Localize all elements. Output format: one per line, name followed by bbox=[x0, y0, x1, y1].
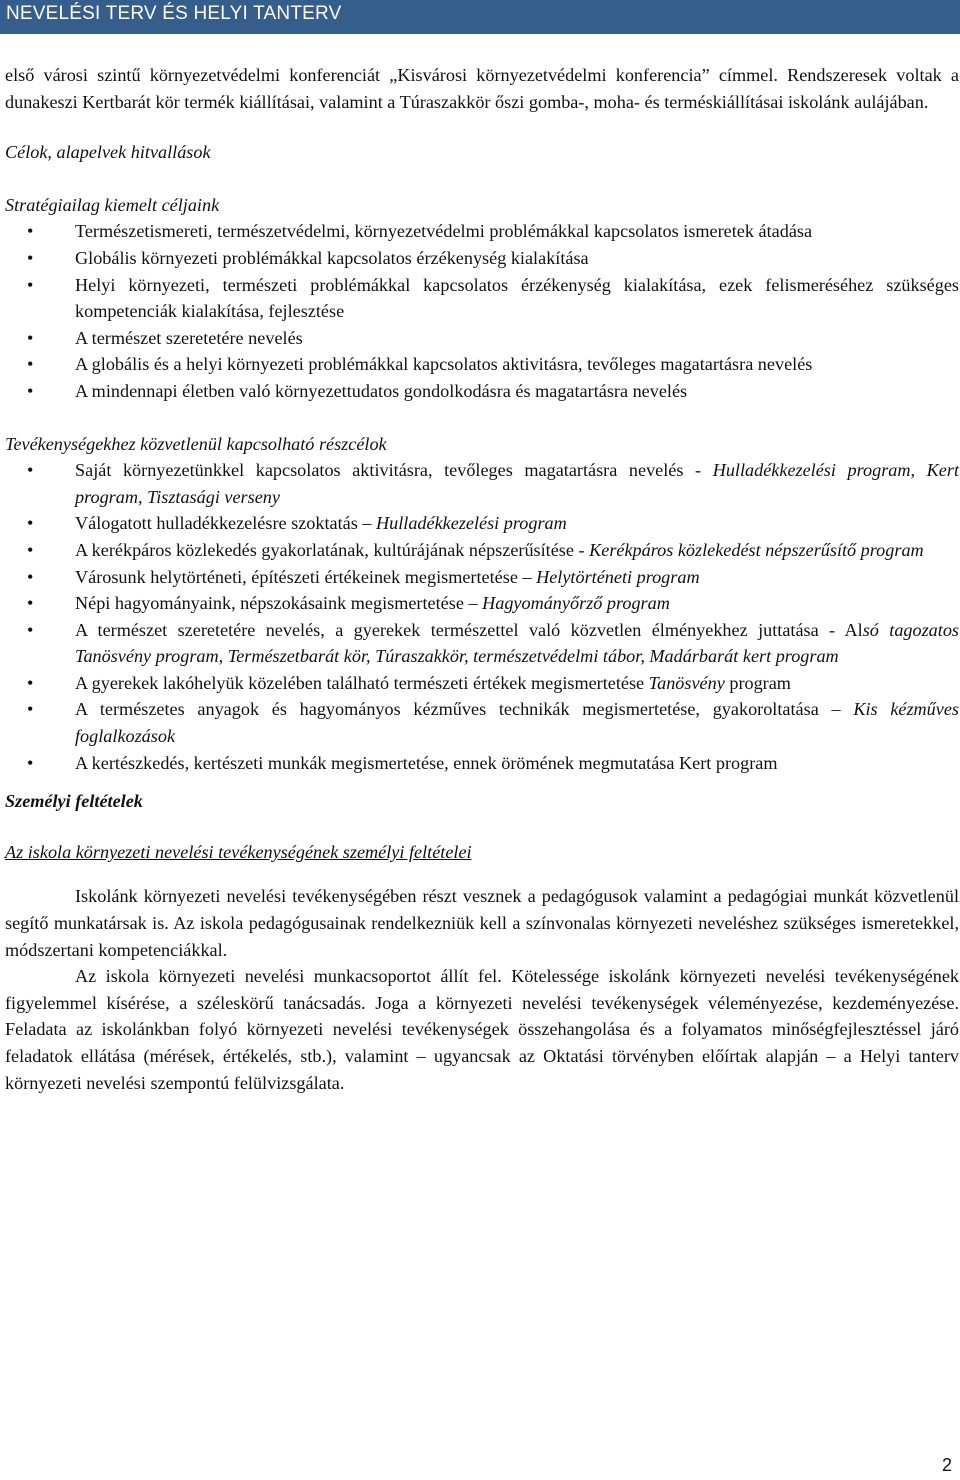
section-heading-szemelyi: Személyi feltételek bbox=[5, 791, 143, 812]
list-item: • A gyerekek lakóhelyük közelében található természeti értékek megismertetése Tanösvény program bbox=[5, 670, 959, 697]
list-item: • A globális és a helyi környezeti problémákkal kapcsolatos aktivitásra, tevőleges magatartásra nevelés bbox=[5, 351, 959, 378]
list-item: • Népi hagyományaink, népszokásaink megismertetése – Hagyományőrző program bbox=[5, 590, 959, 617]
strategic-goals-list bbox=[5, 218, 959, 404]
list-item: • A természetes anyagok és hagyományos kézműves technikák megismertetése, gyakoroltatása – Kis kézműves foglalkozások bbox=[5, 696, 959, 749]
document-header bbox=[0, 0, 960, 34]
intro-paragraph: első városi szintű környezetvédelmi konferenciát „Kisvárosi környezetvédelmi konferencia” címmel. Rendszeresek voltak a dunakeszi Kertbarát kör termék kiállításai, valamint a Túraszakkör őszi gomba-, moha- és terméskiállításai iskolánk aulájában. bbox=[5, 65, 959, 112]
body-paragraph: Iskolánk környezeti nevelési tevékenységében részt vesznek a pedagógusok valamint a pedagógiai munkát közvetlenül segítő munkatársak is. Az iskola pedagógusainak rendelkezniük kell a színvonalas környezeti neveléshez szükséges ismeretekkel, módszertani kompetenciákkal. bbox=[5, 886, 959, 960]
list-item: • A mindennapi életben való környezettudatos gondolkodásra és magatartásra nevelés bbox=[5, 378, 959, 405]
list-item: • Természetismereti, természetvédelmi, környezetvédelmi problémákkal kapcsolatos ismeretek átadása bbox=[5, 218, 959, 245]
subheading-strategic-goals: Stratégiailag kiemelt céljaink bbox=[5, 194, 220, 215]
page-number: 2 bbox=[941, 1455, 952, 1475]
subheading-activity-goals: Tevékenységekhez közvetlenül kapcsolható részcélok bbox=[5, 433, 387, 454]
list-item: • A természet szeretetére nevelés bbox=[5, 325, 959, 352]
list-item: • Saját környezetünkkel kapcsolatos aktivitásra, tevőleges magatartásra nevelés - Hulladékkezelési program, Kert program, Tisztasági verseny bbox=[5, 457, 959, 510]
list-item: • A természet szeretetére nevelés, a gyerekek természettel való közvetlen élményekhez juttatása - Alsó tagozatos Tanösvény program, Természetbarát kör, Túraszakkör, természetvédelmi tábor, Madárbarát kert program bbox=[5, 617, 959, 670]
document-title: NEVELÉSI TERV ÉS HELYI TANTERV bbox=[6, 3, 342, 24]
section-heading-celok: Célok, alapelvek hitvallások bbox=[5, 142, 211, 163]
subheading-school-conditions: Az iskola környezeti nevelési tevékenységének személyi feltételei bbox=[5, 841, 472, 862]
list-item: • Válogatott hulladékkezelésre szoktatás – Hulladékkezelési program bbox=[5, 510, 959, 537]
list-item: • Helyi környezeti, természeti problémákkal kapcsolatos érzékenység kialakítása, ezek felismeréséhez szükséges kompetenciák kialakítása, fejlesztése bbox=[5, 272, 959, 325]
list-item: • Városunk helytörténeti, építészeti értékeinek megismertetése – Helytörténeti program bbox=[5, 564, 959, 591]
page-content bbox=[5, 62, 959, 1096]
body-paragraph: Az iskola környezeti nevelési munkacsoportot állít fel. Kötelessége iskolánk környezeti nevelési tevékenységének figyelemmel kísérése, a széleskörű tanácsadás. Joga a környezeti nevelési tevékenységek véleményezése, kezdeményezése. Feladata az iskolánkban folyó környezeti nevelési tevékenységek összehangolása és a folyamatos minőségfejlesztéssel járó feladatok ellátása (mérések, értékelés, stb.), valamint – ugyancsak az Oktatási törvényben előírtak alapján – a Helyi tanterv környezeti nevelési szempontú felülvizsgálata. bbox=[5, 966, 959, 1093]
activity-goals-list bbox=[5, 457, 959, 776]
list-item: • A kerékpáros közlekedés gyakorlatának, kultúrájának népszerűsítése - Kerékpáros közlekedést népszerűsítő program bbox=[5, 537, 959, 564]
list-item: • Globális környezeti problémákkal kapcsolatos érzékenység kialakítása bbox=[5, 245, 959, 272]
list-item: • A kertészkedés, kertészeti munkák megismertetése, ennek örömének megmutatása Kert program bbox=[5, 750, 959, 777]
